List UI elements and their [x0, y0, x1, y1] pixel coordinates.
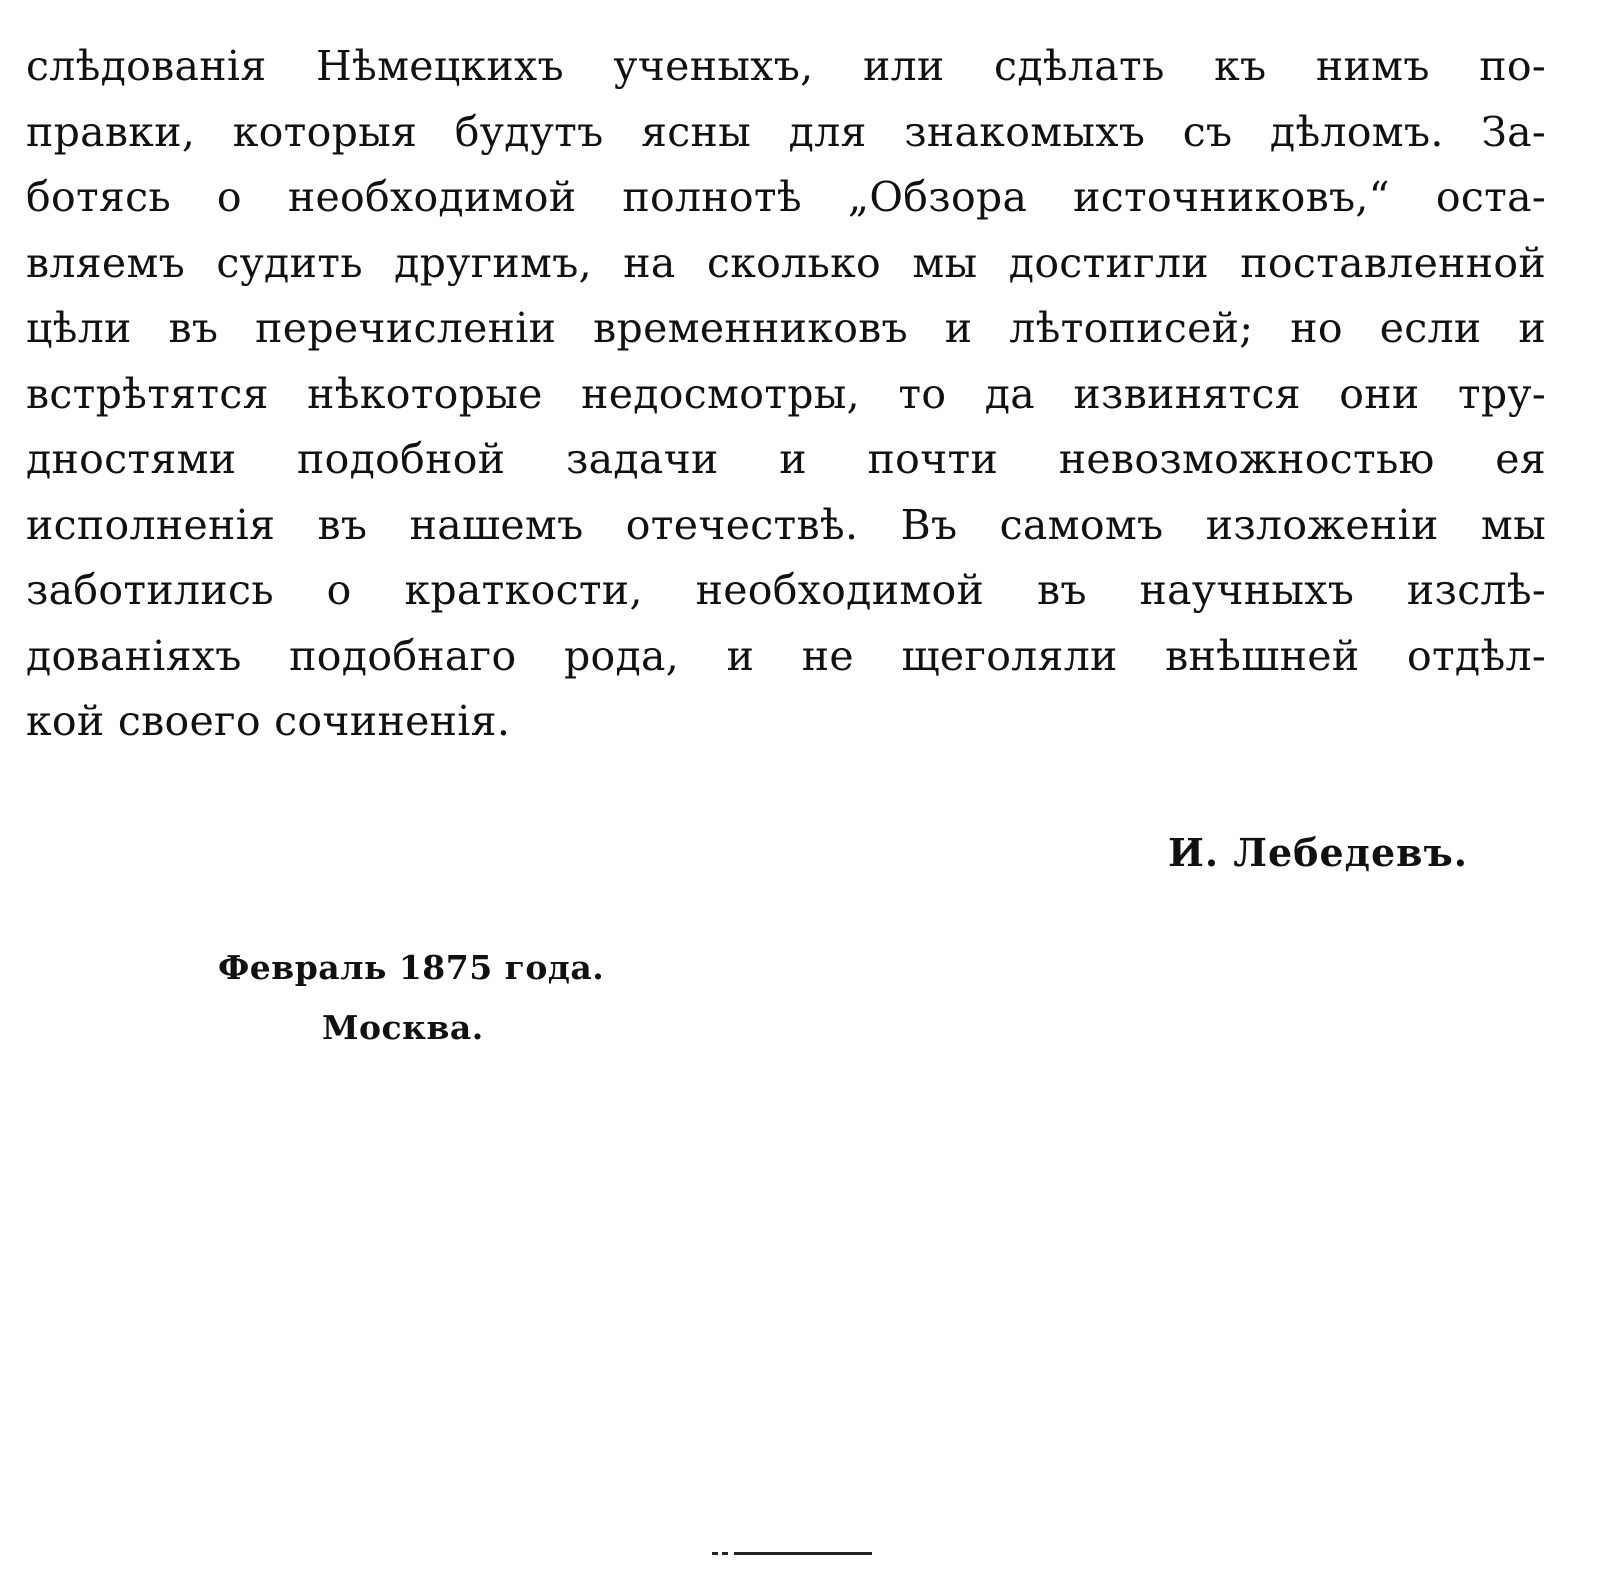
place-line: Москва. [322, 1008, 484, 1047]
text-line-final: кой своего сочиненія. [26, 697, 511, 745]
text-line: слѣдованія Нѣмецкихъ ученыхъ, или сдѣлать къ нимъ по- [26, 42, 1546, 90]
text-line: встрѣтятся нѣкоторые недосмотры, то да извинятся они тру- [26, 369, 1546, 418]
end-divider-line [734, 1552, 872, 1555]
text-line: дованіяхъ подобнаго рода, и не щеголяли внѣшней отдѣл- [26, 631, 1546, 680]
text-line: дностями подобной задачи и почти невозможностью ея [26, 435, 1546, 483]
end-divider-dash [722, 1552, 728, 1555]
author-signature: И. Лебедевъ. [1168, 830, 1468, 875]
date-line: Февраль 1875 года. [218, 948, 605, 987]
body-text [26, 34, 1546, 755]
end-divider-dash [712, 1552, 718, 1555]
text-line: правки, которыя будутъ ясны для знакомыхъ съ дѣломъ. За- [26, 107, 1546, 156]
text-line: вляемъ судить другимъ, на сколько мы достигли поставленной [26, 238, 1546, 287]
text-line: заботились о краткости, необходимой въ научныхъ изслѣ- [26, 566, 1546, 614]
text-line: исполненія въ нашемъ отечествѣ. Въ самомъ изложеніи мы [26, 500, 1546, 549]
end-divider [712, 1552, 872, 1556]
text-line: цѣли въ перечисленіи временниковъ и лѣтописей; но если и [26, 304, 1546, 352]
text-line: ботясь о необходимой полнотѣ „Обзора источниковъ,“ оста- [26, 173, 1546, 221]
